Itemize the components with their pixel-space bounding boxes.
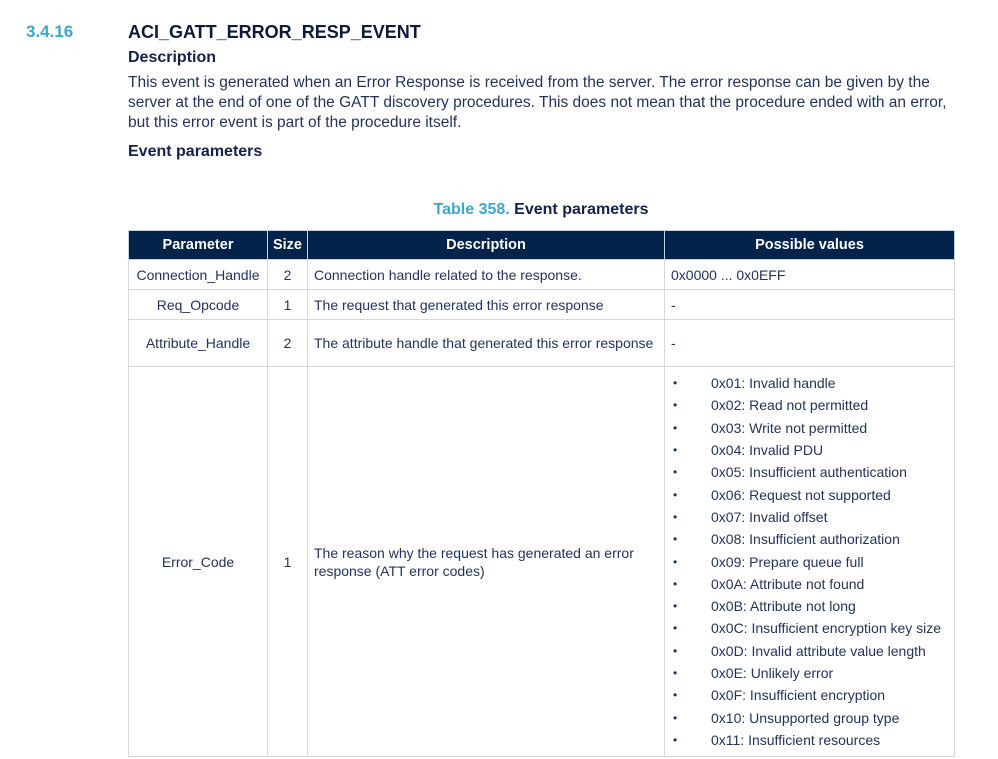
list-item: • 0x0A: Attribute not found xyxy=(673,575,865,592)
bullet-icon: • xyxy=(673,509,678,524)
table-row xyxy=(129,367,955,757)
table-row xyxy=(129,260,955,290)
bullet-icon: • xyxy=(673,487,678,502)
description-heading: Description xyxy=(128,49,217,66)
description-paragraph: This event is generated when an Error Response is received from the server. The error response can be given by the server at the end of one of the GATT discovery procedures. This does not mean that the procedure ended with an error, but this error event is part of the procedure itself. xyxy=(128,74,947,131)
bullet-icon: • xyxy=(673,576,678,591)
event-parameters-heading: Event parameters xyxy=(128,143,263,160)
bullet-icon: • xyxy=(673,710,678,725)
list-item: • 0x02: Read not permitted xyxy=(673,397,869,414)
list-item: • 0x01: Invalid handle xyxy=(673,375,836,392)
bullet-icon: • xyxy=(673,398,678,413)
list-item: • 0x04: Invalid PDU xyxy=(673,442,824,459)
cell-parameter: Req_Opcode xyxy=(129,290,268,320)
bullet-icon: • xyxy=(673,554,678,569)
list-item: • 0x05: Insufficient authentication xyxy=(673,464,907,481)
cell-values: - xyxy=(665,320,955,367)
header-parameter: Parameter xyxy=(129,231,268,260)
list-item: • 0x0B: Attribute not long xyxy=(673,598,856,615)
event-parameters-table xyxy=(128,230,955,757)
cell-parameter: Attribute_Handle xyxy=(129,320,268,367)
bullet-icon: • xyxy=(673,621,678,636)
bullet-icon: • xyxy=(673,465,678,480)
header-size: Size xyxy=(268,231,308,260)
list-item: • 0x03: Write not permitted xyxy=(673,419,868,436)
cell-parameter: Error_Code xyxy=(129,367,268,757)
cell-values: 0x0000 ... 0x0EFF xyxy=(665,260,955,290)
error-code-list xyxy=(671,370,948,753)
bullet-icon: • xyxy=(673,666,678,680)
list-item: • 0x10: Unsupported group type xyxy=(673,709,900,726)
cell-size: 2 xyxy=(268,320,308,367)
list-item: • 0x08: Insufficient authorization xyxy=(673,531,900,548)
bullet-icon: • xyxy=(673,420,678,435)
bullet-icon: • xyxy=(673,376,678,391)
table-row xyxy=(129,320,955,367)
header-description: Description xyxy=(308,231,665,260)
cell-values-list xyxy=(665,367,955,757)
list-item: • 0x0C: Insufficient encryption key size xyxy=(673,620,942,637)
bullet-icon: • xyxy=(673,443,678,458)
cell-size: 1 xyxy=(268,367,308,757)
cell-description: The request that generated this error response xyxy=(308,290,665,320)
cell-description: The reason why the request has generated an error response (ATT error codes) xyxy=(308,367,665,757)
list-item: • 0x11: Insufficient resources xyxy=(673,731,881,748)
section-number: 3.4.16 xyxy=(26,22,74,41)
cell-size: 2 xyxy=(268,260,308,290)
cell-description: The attribute handle that generated this error response xyxy=(308,320,665,367)
cell-description: Connection handle related to the response. xyxy=(308,260,665,290)
bullet-icon: • xyxy=(673,688,678,703)
list-item: • 0x09: Prepare queue full xyxy=(673,553,864,570)
bullet-icon: • xyxy=(673,532,678,547)
table-caption-number: Table 358. xyxy=(433,201,510,218)
list-item: • 0x0D: Invalid attribute value length xyxy=(673,642,926,659)
list-item: • 0x06: Request not supported xyxy=(673,486,891,503)
cell-values: - xyxy=(665,290,955,320)
header-possible-values: Possible values xyxy=(665,231,955,260)
bullet-icon: • xyxy=(673,643,678,658)
bullet-icon: • xyxy=(673,599,678,614)
table-caption-title: Event parameters xyxy=(514,201,649,218)
cell-parameter: Connection_Handle xyxy=(129,260,268,290)
list-item: • 0x07: Invalid offset xyxy=(673,508,828,525)
table-caption xyxy=(128,201,954,219)
bullet-icon: • xyxy=(673,732,678,747)
cell-size: 1 xyxy=(268,290,308,320)
section-title: ACI_GATT_ERROR_RESP_EVENT xyxy=(128,22,421,42)
list-item: • 0x0F: Insufficient encryption xyxy=(673,687,886,704)
list-item: • 0x0E: Unlikely error xyxy=(673,665,834,681)
table-row xyxy=(129,290,955,320)
table-header-row xyxy=(129,231,955,260)
